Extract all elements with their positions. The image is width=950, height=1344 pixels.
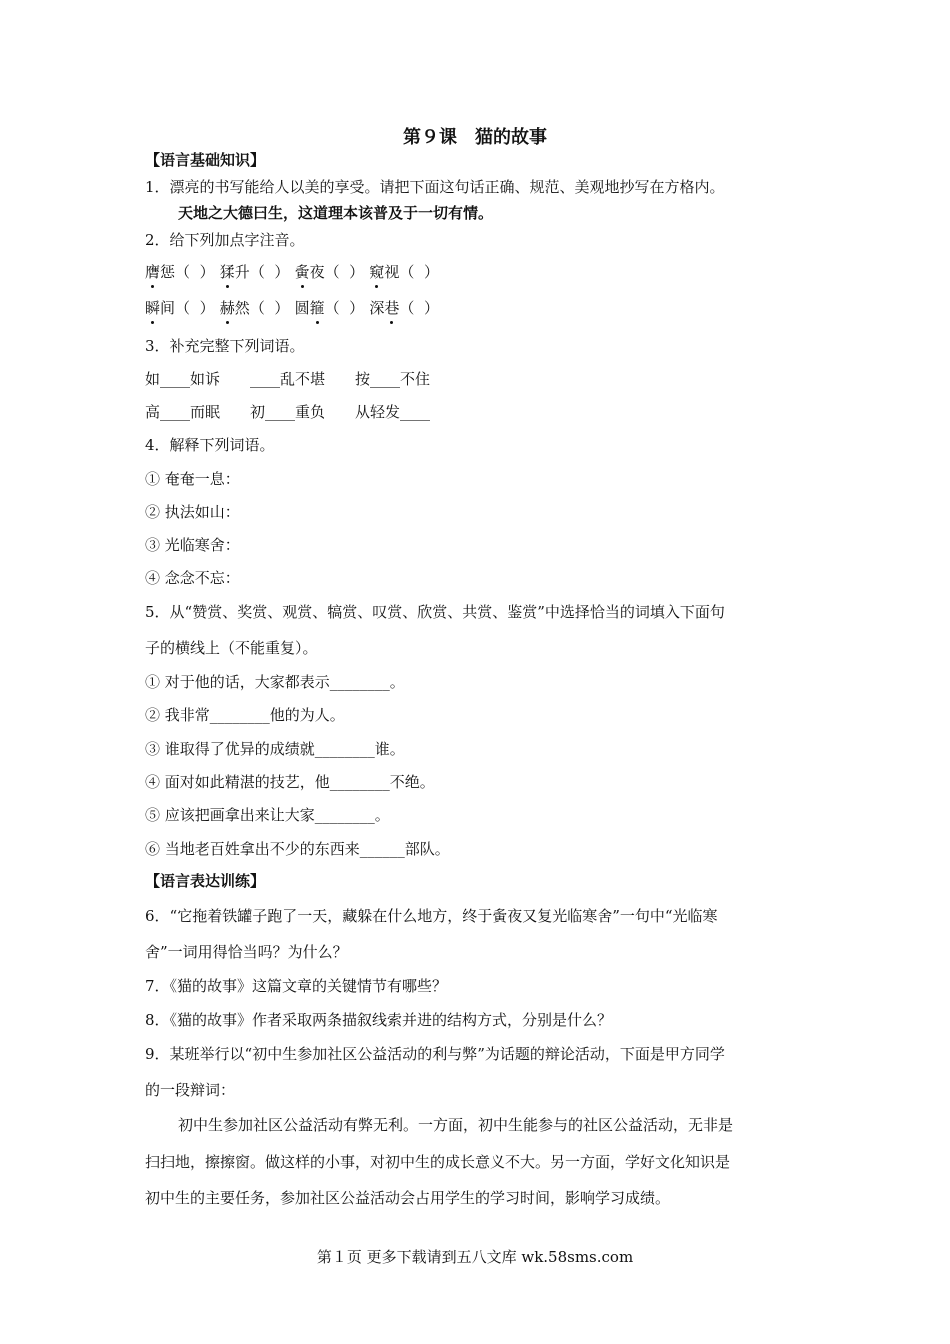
idiom-fill: 如____如诉: [145, 370, 221, 388]
fill-blank-item: ② 我非常________他的为人。: [145, 706, 345, 724]
idiom-fill: ____乱不堪: [250, 370, 326, 388]
idiom-fill: 按____不住: [355, 370, 431, 388]
pinyin-word: 窥视: [369, 262, 399, 282]
pinyin-row-1: [145, 262, 439, 282]
page-footer: 第１页 更多下载请到五八文库 wk.58sms.com: [316, 1248, 634, 1266]
pinyin-blank: （ ）: [399, 263, 439, 281]
question-3: 3．补充完整下列词语。: [145, 337, 305, 355]
question-5-line-2: 子的横线上（不能重复）。: [145, 639, 318, 657]
pinyin-word: 瞬间: [145, 298, 175, 318]
pinyin-blank: （ ）: [324, 299, 365, 317]
idiom-fill: 从轻发____: [355, 403, 431, 421]
pinyin-blank: （ ）: [399, 299, 439, 317]
idiom-row-1: [145, 369, 430, 389]
pinyin-word: 赫然: [220, 298, 250, 318]
pinyin-row-2: [145, 298, 439, 318]
definition-item: ③ 光临寒舍：: [145, 536, 240, 554]
debate-paragraph-line: 初中生的主要任务，参加社区公益活动会占用学生的学习时间，影响学习成绩。: [145, 1189, 671, 1207]
pinyin-blank: （ ）: [324, 263, 365, 281]
pinyin-blank: （ ）: [249, 263, 290, 281]
pinyin-word: 深巷: [369, 298, 399, 318]
definition-item: ② 执法如山：: [145, 503, 240, 521]
question-1: 1．漂亮的书写能给人以美的享受。请把下面这句话正确、规范、美观地抄写在方格内。: [145, 178, 725, 196]
idiom-fill: 高____而眠: [145, 403, 221, 421]
pinyin-word: 圆箍: [295, 298, 325, 318]
question-9-line-2: 的一段辩词：: [145, 1081, 236, 1099]
copy-sentence: 天地之大德曰生，这道理本该普及于一切有情。: [178, 204, 494, 222]
pinyin-blank: （ ）: [175, 299, 215, 317]
page-title: 第９课 猫的故事: [403, 127, 547, 148]
definition-item: ④ 念念不忘：: [145, 569, 240, 587]
idiom-fill: 初____重负: [250, 403, 326, 421]
question-2: 2．给下列加点字注音。: [145, 231, 305, 249]
question-8: 8．《猫的故事》作者采取两条描叙线索并进的结构方式，分别是什么？: [145, 1011, 613, 1029]
fill-blank-item: ③ 谁取得了优异的成绩就________谁。: [145, 740, 405, 758]
pinyin-word: 夤夜: [295, 262, 325, 282]
section-heading-expression: 【语言表达训练】: [145, 872, 266, 890]
question-6-line-1: 6．“它拖着铁罐子跑了一天，藏躲在什么地方，终于夤夜又复光临寒舍”一句中“光临寒: [145, 907, 718, 925]
question-4: 4．解释下列词语。: [145, 436, 275, 454]
question-5-line-1: 5．从“赞赏、奖赏、观赏、犒赏、叹赏、欣赏、共赏、鉴赏”中选择恰当的词填入下面句: [145, 603, 725, 621]
question-6-line-2: 舍”一词用得恰当吗？为什么？: [145, 943, 348, 961]
fill-blank-item: ⑤ 应该把画拿出来让大家________。: [145, 806, 390, 824]
idiom-row-2: [145, 402, 430, 422]
debate-paragraph-line: 扫扫地，擦擦窗。做这样的小事，对初中生的成长意义不大。另一方面，学好文化知识是: [145, 1153, 731, 1171]
section-heading-basics: 【语言基础知识】: [145, 151, 266, 169]
definition-item: ① 奄奄一息：: [145, 470, 240, 488]
fill-blank-item: ⑥ 当地老百姓拿出不少的东西来______部队。: [145, 840, 450, 858]
pinyin-blank: （ ）: [249, 299, 290, 317]
question-7: 7．《猫的故事》这篇文章的关键情节有哪些？: [145, 977, 448, 995]
debate-paragraph-line: 初中生参加社区公益活动有弊无利。一方面，初中生能参与的社区公益活动，无非是: [178, 1116, 734, 1134]
question-9-line-1: 9．某班举行以“初中生参加社区公益活动的利与弊”为话题的辩论活动，下面是甲方同学: [145, 1045, 725, 1063]
pinyin-word: 膺惩: [145, 262, 175, 282]
fill-blank-item: ④ 面对如此精湛的技艺，他________不绝。: [145, 773, 435, 791]
pinyin-blank: （ ）: [175, 263, 215, 281]
fill-blank-item: ① 对于他的话，大家都表示________。: [145, 673, 405, 691]
pinyin-word: 猱升: [220, 262, 250, 282]
